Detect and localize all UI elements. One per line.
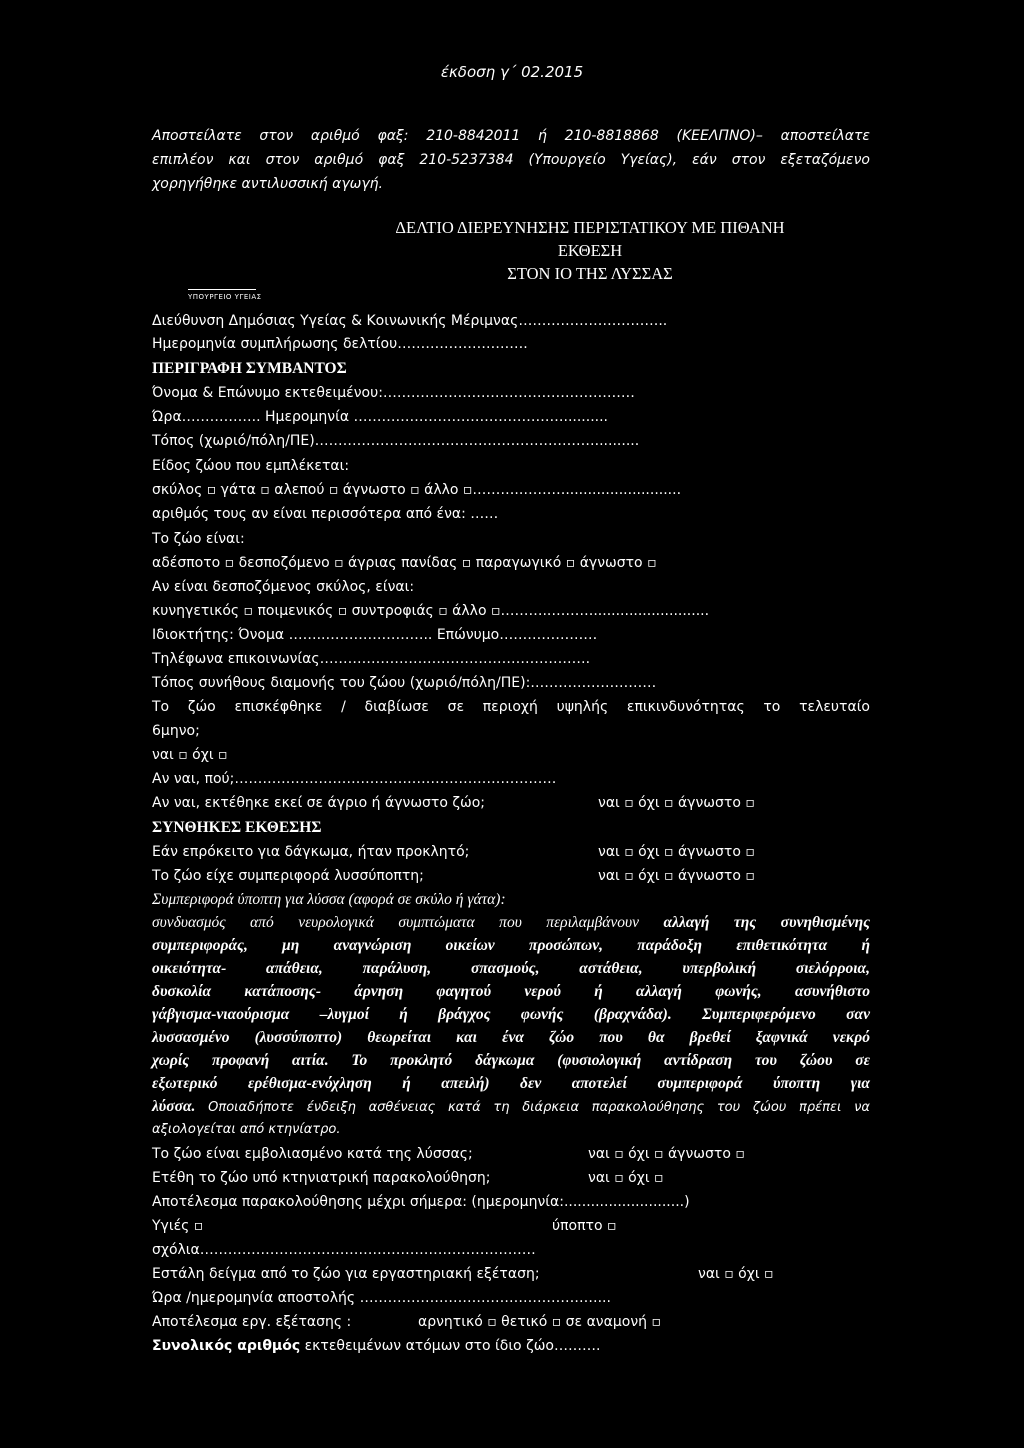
directorate-field: Διεύθυνση Δημόσιας Υγείας & Κοινωνικής Μέριμνας………………………….. <box>152 313 668 329</box>
healthy-option: Υγιές ▫ <box>152 1218 204 1234</box>
vaccinated-options: ναι ▫ όχι ▫ άγνωστο ▫ <box>588 1146 745 1162</box>
total-exposed-field: Συνολικός αριθμός εκτεθειμένων ατόμων στο ίδιο ζώο………. <box>152 1338 601 1354</box>
sample-sent-options: ναι ▫ όχι ▫ <box>698 1266 774 1282</box>
suspect-para-line2: συμπεριφοράς, μη αναγνώριση οικείων προσώπων, παράδοξη επιθετικότητα ή <box>152 937 870 954</box>
provoked-bite-options: ναι ▫ όχι ▫ άγνωστο ▫ <box>598 844 755 860</box>
fax-instructions-line3: χορηγήθηκε αντιλυσσική αγωγή. <box>152 176 383 192</box>
owner-field: Ιδιοκτήτης: Όνομα ……..………………….. Επώνυμο………………… <box>152 627 598 643</box>
animal-species-label: Είδος ζώου που εμπλέκεται: <box>152 458 350 474</box>
exposed-name-field: Όνομα & Επώνυμο εκτεθειμένου:……………………………………………… <box>152 385 635 401</box>
suspect-para-line4: δυσκολία κατάποσης- άρνηση φαγητού νερού ή αλλαγή φωνής, ασυνήθιστο <box>152 983 870 1000</box>
high-risk-question-line1: Το ζώο επισκέφθηκε / διαβίωσε σε περιοχή υψηλής επικινδυνότητας το τελευταίο <box>152 699 870 715</box>
ministry-logo-rule <box>188 289 256 290</box>
exposed-wild-options: ναι ▫ όχι ▫ άγνωστο ▫ <box>598 795 755 811</box>
vet-observation-options: ναι ▫ όχι ▫ <box>588 1170 664 1186</box>
comments-field: σχόλια……………………………………………………………… <box>152 1242 536 1258</box>
form-title-line1: ΔΕΛΤΙΟ ΔΙΕΡΕΥΝΗΣΗΣ ΠΕΡΙΣΤΑΤΙΚΟΥ ΜΕ ΠΙΘΑΝΗ <box>395 218 785 237</box>
suspect-para-line8: εξωτερικό ερέθισμα-ενόχληση ή απειλή) δεν αποτελεί συμπεριφορά ύποπτη για <box>152 1075 870 1092</box>
animal-species-options: σκύλος ▫ γάτα ▫ αλεπού ▫ άγνωστο ▫ άλλο ▫………..……….......................... <box>152 482 682 498</box>
provoked-bite-question: Εάν επρόκειτο για δάγκωμα, ήταν προκλητό; <box>152 844 470 860</box>
completion-date-field: Ημερομηνία συμπλήρωσης δελτίου………………………. <box>152 336 528 352</box>
time-date-field: Ώρα…………….. Ημερομηνία ……………………………………….......... <box>152 409 608 425</box>
suspect-para-line9: λύσσα. Οποιαδήποτε ένδειξη ασθένειας κατά τη διάρκεια παρακολούθησης του ζώου πρέπει να <box>152 1098 870 1115</box>
suspect-para-line1: συνδυασμός από νευρολογικά συμπτώματα που περιλαμβάνουν αλλαγή της συνηθισμένης <box>152 914 870 931</box>
suspect-para-line6: λυσσασμένο (λυσσύποπτο) θεωρείται και ένα ζώο που θα βρεθεί ξαφνικά νεκρό <box>152 1029 870 1046</box>
sample-sent-question: Εστάλη δείγμα από το ζώο για εργαστηριακή εξέταση; <box>152 1266 540 1282</box>
suspect-para-line5: γάβγισμα-νιαούρισμα –λυγμοί ή βράγχος φωνής (βραχνάδα). Συμπεριφερόμενο σαν <box>152 1006 870 1023</box>
exposed-wild-question: Αν ναι, εκτέθηκε εκεί σε άγριο ή άγνωστο ζώο; <box>152 795 485 811</box>
vet-observation-question: Ετέθη το ζώο υπό κτηνιατρική παρακολούθηση; <box>152 1170 491 1186</box>
usual-residence-field: Τόπος συνήθους διαμονής του ζώου (χωριό/πόλη/ΠΕ):……………………… <box>152 675 657 691</box>
owned-dog-label: Αν είναι δεσποζόμενος σκύλος, είναι: <box>152 579 415 595</box>
fax-instructions-line1: Αποστείλατε στον αριθμό φαξ: 210-8842011 ή 210-8818868 (ΚΕΕΛΠΝΟ)– αποστείλατε <box>152 128 870 144</box>
phones-field: Τηλέφωνα επικοινωνίας…………………………………………………. <box>152 651 591 667</box>
dog-type-options: κυνηγετικός ▫ ποιμενικός ▫ συντροφιάς ▫ άλλο ▫………..……….......................... <box>152 603 710 619</box>
lab-result-label: Αποτέλεσμα εργ. εξέτασης : <box>152 1314 352 1330</box>
send-time-date-field: Ώρα /ημερομηνία αποστολής ……………………………………………... <box>152 1290 611 1306</box>
place-field: Τόπος (χωριό/πόλη/ΠΕ)…………………………………………………….......... <box>152 433 640 449</box>
suspect-heading: Συμπεριφορά ύποπτη για λύσσα (αφορά σε σκύλο ή γάτα): <box>152 891 506 908</box>
observation-result-field: Αποτέλεσμα παρακολούθησης μέχρι σήμερα: (ημερομηνία:...........................) <box>152 1194 690 1210</box>
suspect-para-line10: αξιολογείται από κτηνίατρο. <box>152 1122 341 1137</box>
vaccinated-question: Το ζώο είναι εμβολιασμένο κατά της λύσσας; <box>152 1146 473 1162</box>
animal-is-label: Το ζώο είναι: <box>152 531 245 547</box>
suspect-para-line3: οικειότητα- απάθεια, παράλυση, σπασμούς, αστάθεια, υπερβολική σιελόρροια, <box>152 960 870 977</box>
number-of-animals-field: αριθμός τους αν είναι περισσότερα από ένα: …… <box>152 506 499 522</box>
suspect-option: ύποπτο ▫ <box>552 1218 617 1234</box>
form-title-line3: ΣΤΟΝ ΙΟ ΤΗΣ ΛΥΣΣΑΣ <box>507 264 673 283</box>
suspicious-behaviour-question: Το ζώο είχε συμπεριφορά λυσσύποπτη; <box>152 868 424 884</box>
version-label: έκδοση γ΄ 02.2015 <box>440 63 584 81</box>
high-risk-yes-no: ναι ▫ όχι ▫ <box>152 747 228 763</box>
suspicious-behaviour-options: ναι ▫ όχι ▫ άγνωστο ▫ <box>598 868 755 884</box>
high-risk-question-line2: 6μηνο; <box>152 723 200 739</box>
suspect-para-line7: χωρίς προφανή αιτία. Το προκλητό δάγκωμα (φυσιολογική αντίδραση του ζώου σε <box>152 1052 870 1069</box>
section-incident-heading: ΠΕΡΙΓΡΑΦΗ ΣΥΜΒΑΝΤΟΣ <box>152 360 347 377</box>
lab-result-options: αρνητικό ▫ θετικό ▫ σε αναμονή ▫ <box>418 1314 661 1330</box>
fax-instructions-line2: επιπλέον και στον αριθμό φαξ 210-5237384 (Υπουργείο Υγείας), εάν στον εξεταζόμενο <box>152 152 870 168</box>
ministry-logo: ΥΠΟΥΡΓΕΙΟ ΥΓΕΙΑΣ <box>188 293 262 301</box>
animal-status-options: αδέσποτο ▫ δεσποζόμενο ▫ άγριας πανίδας ▫ παραγωγικό ▫ άγνωστο ▫ <box>152 555 657 571</box>
form-title-line2: ΕΚΘΕΣΗ <box>557 241 623 260</box>
if-yes-where-field: Αν ναι, πού;…………………………………………………………… <box>152 771 557 787</box>
section-conditions-heading: ΣΥΝΘΗΚΕΣ ΕΚΘΕΣΗΣ <box>152 819 322 836</box>
